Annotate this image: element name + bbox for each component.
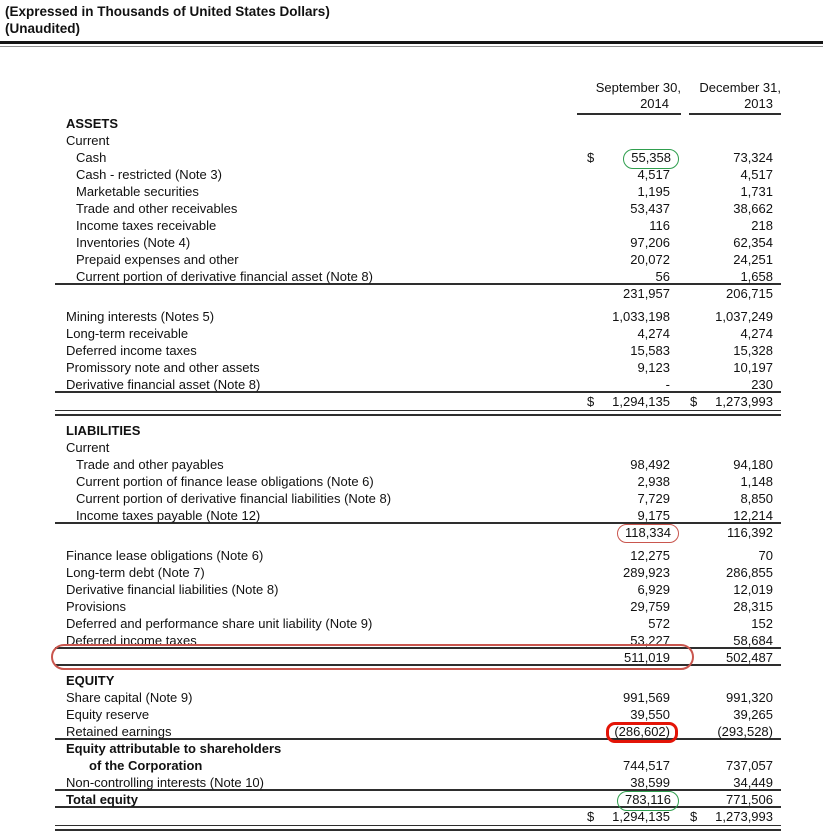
value-column-2 — [689, 507, 781, 522]
column-header-sep-2014 — [577, 80, 681, 115]
table-row — [55, 342, 781, 359]
value-column-2 — [689, 706, 781, 723]
value-column-2 — [689, 183, 781, 200]
statement-table — [55, 80, 781, 831]
value-column-1 — [577, 325, 681, 342]
value-col2 — [773, 439, 781, 456]
value-col1: 4,274 — [637, 326, 670, 341]
row-label: Deferred income taxes — [66, 633, 197, 648]
value-col1: 116 — [649, 218, 670, 233]
row-label — [55, 649, 577, 664]
value-column-2 — [689, 251, 781, 268]
value-col1: 511,019 — [623, 650, 670, 665]
value-col2: 502,487 — [726, 650, 773, 665]
header-rule — [0, 41, 823, 47]
header-line-unaudited: (Unaudited) — [5, 21, 80, 36]
value-column-2 — [689, 490, 781, 507]
value-col2: 39,265 — [733, 707, 773, 722]
value-col2: 12,214 — [733, 508, 773, 523]
row-label: Marketable securities — [76, 184, 199, 199]
value-col1: 29,759 — [630, 599, 670, 614]
value-col2: 28,315 — [733, 599, 773, 614]
value-column-2 — [689, 268, 781, 283]
value-column-1 — [577, 547, 681, 564]
value-col2: 24,251 — [733, 252, 773, 267]
table-row — [55, 524, 781, 541]
value-col2 — [773, 132, 781, 149]
value-column-1 — [577, 774, 681, 789]
value-col2: 152 — [751, 616, 773, 631]
value-col1: 1,294,135 — [612, 809, 670, 824]
row-label — [55, 393, 577, 410]
value-col2: 1,037,249 — [715, 309, 773, 324]
value-col1: 39,550 — [630, 707, 670, 722]
value-column-2 — [689, 217, 781, 234]
table-row — [55, 564, 781, 581]
value-col1: 7,729 — [637, 491, 670, 506]
value-col1: 9,123 — [637, 360, 670, 375]
table-row — [55, 359, 781, 376]
value-column-1 — [577, 285, 681, 302]
row-label: Finance lease obligations (Note 6) — [66, 548, 264, 563]
value-column-1 — [577, 649, 681, 664]
value-column-2 — [689, 439, 781, 456]
value-column-2 — [689, 689, 781, 706]
value-column-1 — [577, 757, 681, 774]
value-column-1 — [577, 359, 681, 376]
table-row — [55, 268, 781, 285]
value-column-2 — [689, 757, 781, 774]
value-column-2 — [689, 672, 781, 689]
value-column-2 — [689, 632, 781, 647]
table-row — [55, 422, 781, 439]
row-label — [55, 524, 577, 541]
row-label: Current — [66, 440, 110, 455]
highlight-red-thick-box: (286,602) — [606, 722, 678, 743]
value-column-2 — [689, 422, 781, 439]
row-label: Non-controlling interests (Note 10) — [66, 775, 264, 790]
value-col2: 116,392 — [726, 525, 773, 540]
value-column-2 — [689, 308, 781, 325]
value-column-1 — [577, 456, 681, 473]
value-column-2 — [689, 581, 781, 598]
value-column-1 — [577, 422, 681, 439]
row-label: Share capital (Note 9) — [66, 690, 193, 705]
row-label: Deferred income taxes — [66, 343, 197, 358]
value-col1: 53,437 — [630, 201, 670, 216]
row-label: Income taxes payable (Note 12) — [76, 508, 261, 523]
value-col1 — [619, 791, 681, 806]
value-col2: (293,528) — [717, 724, 773, 739]
value-column-2 — [689, 285, 781, 302]
table-row — [55, 672, 781, 689]
row-label: Inventories (Note 4) — [76, 235, 191, 250]
value-column-2 — [689, 723, 781, 738]
row-label: Derivative financial liabilities (Note 8) — [66, 582, 279, 597]
row-label: Total equity — [66, 792, 138, 807]
table-row — [55, 200, 781, 217]
value-column-1 — [577, 132, 681, 149]
value-col2: 73,324 — [733, 150, 773, 165]
value-col2: 12,019 — [733, 582, 773, 597]
value-column-2 — [689, 808, 781, 825]
row-label: Long-term receivable — [66, 326, 189, 341]
value-column-1 — [577, 149, 681, 166]
value-column-2 — [689, 473, 781, 490]
value-column-1 — [577, 393, 681, 410]
value-col2: 34,449 — [733, 775, 773, 790]
value-col2 — [773, 422, 781, 439]
value-col1: 56 — [655, 269, 670, 284]
value-column-1 — [577, 115, 681, 132]
value-column-2 — [689, 200, 781, 217]
value-col2: 1,731 — [740, 184, 773, 199]
value-col1: 38,599 — [630, 775, 670, 790]
row-label: Mining interests (Notes 5) — [66, 309, 215, 324]
row-label: Long-term debt (Note 7) — [66, 565, 205, 580]
table-row — [55, 547, 781, 564]
value-column-1 — [577, 200, 681, 217]
value-column-1 — [577, 723, 681, 738]
table-row — [55, 285, 781, 302]
value-column-2 — [689, 376, 781, 391]
value-column-2 — [689, 456, 781, 473]
row-label: Deferred and performance share unit liability (Note 9) — [66, 616, 373, 631]
table-row — [55, 456, 781, 473]
table-row — [55, 325, 781, 342]
row-label — [55, 808, 577, 825]
column-header-year-2: 2013 — [744, 96, 773, 111]
highlight-red-oval: 118,334 — [617, 524, 679, 543]
value-column-1 — [577, 791, 681, 806]
value-col2: 991,320 — [726, 690, 773, 705]
value-col1 — [670, 439, 681, 456]
row-label: Derivative financial asset (Note 8) — [66, 377, 261, 392]
value-col1: 4,517 — [637, 167, 670, 182]
row-label: Current portion of derivative financial asset (Note 8) — [76, 269, 373, 284]
value-column-2 — [689, 234, 781, 251]
value-column-1 — [577, 251, 681, 268]
row-label: ASSETS — [66, 116, 119, 131]
row-label: Equity reserve — [66, 707, 150, 722]
value-col1: 991,569 — [623, 690, 670, 705]
value-column-1 — [577, 308, 681, 325]
value-column-2 — [689, 166, 781, 183]
value-column-1 — [577, 615, 681, 632]
value-column-1 — [577, 564, 681, 581]
value-column-1 — [577, 376, 681, 391]
dollar-sign: $ — [587, 150, 595, 165]
value-column-1 — [577, 581, 681, 598]
value-column-2 — [689, 564, 781, 581]
value-col1: 6,929 — [637, 582, 670, 597]
value-column-1 — [577, 706, 681, 723]
value-col2: 1,273,993 — [715, 809, 773, 824]
value-column-1 — [577, 342, 681, 359]
table-row — [55, 234, 781, 251]
table-row — [55, 115, 781, 132]
value-col1: 15,583 — [630, 343, 670, 358]
value-col2: 62,354 — [733, 235, 773, 250]
value-col2: 1,273,993 — [715, 394, 773, 409]
table-row — [55, 308, 781, 325]
value-column-2 — [689, 115, 781, 132]
value-col1: 20,072 — [630, 252, 670, 267]
row-label: Retained earnings — [66, 724, 172, 739]
value-column-1 — [577, 217, 681, 234]
value-col1: 744,517 — [623, 758, 670, 773]
value-col1: - — [665, 377, 670, 392]
table-row — [55, 791, 781, 808]
row-label: Promissory note and other assets — [66, 360, 260, 375]
row-label: Cash — [76, 150, 107, 165]
document-header — [0, 3, 823, 37]
column-header-date-2: December 31, — [699, 80, 781, 95]
value-column-1 — [577, 439, 681, 456]
value-col1: 2,938 — [637, 474, 670, 489]
value-column-2 — [689, 325, 781, 342]
value-col1: 1,033,198 — [612, 309, 670, 324]
value-col1: 1,294,135 — [612, 394, 670, 409]
value-column-2 — [689, 774, 781, 789]
row-label: Equity attributable to shareholders — [66, 741, 282, 756]
row-label — [55, 285, 577, 302]
value-column-1 — [577, 689, 681, 706]
row-label: of the Corporation — [89, 758, 203, 773]
column-header-date-1: September 30, — [595, 80, 681, 95]
value-column-1 — [577, 473, 681, 490]
value-col2: 4,274 — [740, 326, 773, 341]
value-col1 — [670, 672, 681, 689]
column-header-dec-2013 — [689, 80, 781, 115]
highlight-green-oval: 783,116 — [617, 791, 679, 811]
value-column-2 — [689, 547, 781, 564]
value-column-1 — [577, 183, 681, 200]
row-label: Current portion of derivative financial liabilities (Note 8) — [76, 491, 392, 506]
value-col2: 70 — [758, 548, 773, 563]
value-column-1 — [577, 524, 681, 541]
table-row — [55, 376, 781, 393]
value-col1: 289,923 — [623, 565, 670, 580]
table-row — [55, 632, 781, 649]
table-row — [55, 689, 781, 706]
value-col2: 94,180 — [733, 457, 773, 472]
value-column-1 — [577, 268, 681, 283]
row-label: Current — [66, 133, 110, 148]
value-col1: 12,275 — [630, 548, 670, 563]
value-column-2 — [689, 740, 781, 757]
value-column-2 — [689, 132, 781, 149]
table-row — [55, 615, 781, 632]
dollar-sign: $ — [690, 394, 698, 409]
row-label: Current portion of finance lease obligations (Note 6) — [76, 474, 374, 489]
value-column-2 — [689, 615, 781, 632]
value-col2: 1,148 — [740, 474, 773, 489]
value-column-1 — [577, 598, 681, 615]
highlight-green-oval: 55,358 — [623, 149, 679, 169]
value-column-2 — [689, 149, 781, 166]
value-col2: 58,684 — [733, 633, 773, 648]
table-row — [55, 473, 781, 490]
table-row — [55, 132, 781, 149]
value-col2 — [773, 672, 781, 689]
value-col2: 737,057 — [726, 758, 773, 773]
table-row — [55, 490, 781, 507]
value-col2: 8,850 — [740, 491, 773, 506]
value-column-1 — [577, 632, 681, 647]
dollar-sign: $ — [587, 809, 595, 824]
value-column-2 — [689, 649, 781, 664]
double-rule — [55, 825, 781, 831]
value-column-2 — [689, 342, 781, 359]
table-row — [55, 439, 781, 456]
table-row — [55, 149, 781, 166]
value-col2: 15,328 — [733, 343, 773, 358]
value-col1 — [625, 149, 681, 166]
table-row — [55, 598, 781, 615]
column-headers — [55, 80, 781, 115]
value-column-1 — [577, 672, 681, 689]
table-row — [55, 808, 781, 825]
header-line-currency: (Expressed in Thousands of United States Dollars) — [5, 4, 330, 19]
value-col1: 1,195 — [637, 184, 670, 199]
value-col2: 4,517 — [740, 167, 773, 182]
value-col1 — [670, 132, 681, 149]
value-column-1 — [577, 490, 681, 507]
value-col1 — [670, 115, 681, 132]
row-label: EQUITY — [66, 673, 115, 688]
value-col2 — [773, 115, 781, 132]
row-label: Prepaid expenses and other — [76, 252, 239, 267]
table-row — [55, 774, 781, 791]
value-col2: 10,197 — [733, 360, 773, 375]
table-row — [55, 581, 781, 598]
value-col2: 1,658 — [740, 269, 773, 284]
table-row — [55, 166, 781, 183]
value-col1: 97,206 — [630, 235, 670, 250]
table-row — [55, 649, 781, 666]
table-row — [55, 757, 781, 774]
table-row — [55, 723, 781, 740]
value-col1 — [619, 524, 681, 541]
table-row — [55, 706, 781, 723]
row-label: Cash - restricted (Note 3) — [76, 167, 222, 182]
value-col1: 9,175 — [637, 508, 670, 523]
column-header-year-1: 2014 — [640, 96, 669, 111]
table-row — [55, 507, 781, 524]
value-col1: 572 — [648, 616, 670, 631]
value-column-1 — [577, 507, 681, 522]
value-column-2 — [689, 359, 781, 376]
value-col2: 218 — [751, 218, 773, 233]
value-col1 — [609, 723, 681, 738]
dollar-sign: $ — [690, 809, 698, 824]
value-col1 — [670, 422, 681, 439]
value-column-2 — [689, 524, 781, 541]
value-column-2 — [689, 791, 781, 806]
value-col1: 98,492 — [630, 457, 670, 472]
value-column-1 — [577, 234, 681, 251]
row-label: Trade and other payables — [76, 457, 224, 472]
row-label: LIABILITIES — [66, 423, 141, 438]
value-col2: 230 — [751, 377, 773, 392]
dollar-sign: $ — [587, 394, 595, 409]
table-row — [55, 251, 781, 268]
statement-rows — [55, 115, 781, 831]
table-row — [55, 740, 781, 757]
row-label: Provisions — [66, 599, 126, 614]
table-row — [55, 393, 781, 410]
value-col2: 38,662 — [733, 201, 773, 216]
value-col2: 771,506 — [726, 792, 773, 807]
table-row — [55, 217, 781, 234]
table-row — [55, 183, 781, 200]
value-col2: 206,715 — [726, 286, 773, 301]
row-label: Trade and other receivables — [76, 201, 238, 216]
row-label: Income taxes receivable — [76, 218, 217, 233]
value-column-2 — [689, 393, 781, 410]
value-col1: 231,957 — [623, 286, 670, 301]
value-column-2 — [689, 598, 781, 615]
value-col2 — [773, 740, 781, 757]
value-col2: 286,855 — [726, 565, 773, 580]
value-col1: 53,227 — [630, 633, 670, 648]
